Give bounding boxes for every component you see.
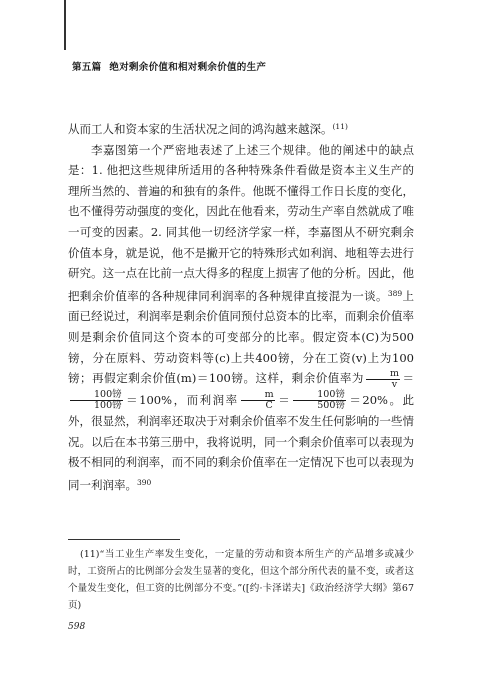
footnote: [68, 546, 414, 614]
fraction-100-over-100: $\frac{\text{100镑}}{\text{100镑}}$: [70, 390, 123, 411]
equals-sign-2: ＝: [276, 392, 292, 407]
paragraph-part-b: 上面已经说过，利润率是剩余价值同预付总资本的比率，而剩余价值率则是剩余价值同这个资本的可变部分的比率。假定资本(C)为500镑，分在原料、劳动资料等(c)上共400镑，分在工资(v)上为100镑；再假定剩余价值(m)＝100镑。这样，剩余价值率为: [68, 288, 415, 386]
fraction-100-over-500: $\frac{\text{100镑}}{\text{500镑}}$: [293, 390, 346, 411]
margin-rule: [64, 0, 66, 50]
running-header: [72, 59, 266, 73]
page-number: 598: [68, 622, 86, 632]
chapter-title: 绝对剩余价值和相对剩余价值的生产: [109, 62, 267, 73]
body-text: [68, 117, 414, 496]
ricardo-paragraph: [68, 140, 414, 496]
endnote-ref-389[interactable]: 389: [387, 288, 403, 298]
paragraph-part-a: 李嘉图第一个严密地表述了上述三个规律。他的阐述中的缺点是：1. 他把这些规律所适用的各种特殊条件看做是资本主义生产的理所当然的、普遍的和独有的条件。他既不懂得工作日长度的变化，也不懂得劳动强度的变化，因此在他看来，劳动生产率自然就成了唯一可变的因素。2. 同其他一切经济学家一样，李嘉图从不研究剩余价值本身，就是说，他不是撇开它的特殊形式如利润、地租等去进行研究。这一点在比前一点大得多的程度上损害了他的分析。因此，他把剩余价值率的各种规律同利润率的各种规律直接混为一谈。: [68, 142, 414, 303]
profit-rate-text: ＝20%。此外，很显然，利润率还取决于对剩余价值率不发生任何影响的一些情况。以后在本书第三册中，我将说明，同一个剩余价值率可以表现为极不相同的利润率，而不同的剩余价值率在一定情况下也可以表现为同一利润率。: [68, 392, 415, 492]
equals-sign: ＝: [401, 371, 415, 386]
footnote-11: (11)“当工业生产率发生变化，一定量的劳动和资本所生产的产品增多或减少时，工资所占的比例部分会发生显著的变化，但这个部分所代表的量不变，或者这个量发生变化，但工资的比例部分不变。”([约·卡泽诺夫]《政治经济学大纲》第67页): [68, 549, 414, 611]
fraction-m-over-v: $\frac{m}{v}$: [366, 369, 400, 390]
fraction-m-over-c: $\frac{m}{C}$: [241, 390, 275, 411]
intro-line: [68, 117, 414, 140]
footnote-rule: [68, 539, 180, 540]
endnote-ref-390[interactable]: 390: [137, 477, 152, 487]
footnote-ref-11[interactable]: (11): [332, 122, 348, 131]
intro-text: 从而工人和资本家的生活状况之间的鸿沟越来越深。: [68, 122, 333, 136]
chapter-label: 第五篇: [72, 62, 102, 73]
surplus-rate-text: ＝100%，而利润率: [124, 392, 239, 407]
